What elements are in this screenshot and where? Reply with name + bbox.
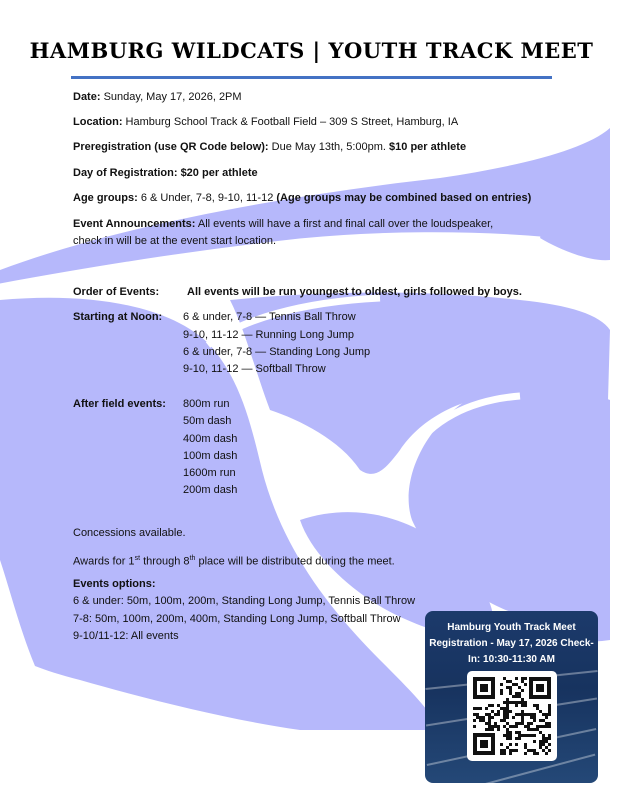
after-field-label: After field events: — [73, 398, 166, 410]
day-registration-label: Day of Registration: $20 per athlete — [73, 167, 258, 179]
announce-label: Event Announcements: — [73, 218, 196, 230]
age-label: Age groups: — [73, 192, 138, 204]
qr-code-icon — [467, 671, 557, 761]
running-event: 200m dash — [183, 484, 238, 496]
running-event: 50m dash — [183, 415, 232, 427]
location-label: Location: — [73, 116, 123, 128]
options-label: Events options: — [73, 578, 156, 590]
registration-qr-card[interactable] — [425, 611, 598, 783]
concessions-note: Concessions available. — [73, 527, 186, 539]
preregistration-line — [73, 140, 466, 154]
date-label: Date: — [73, 91, 101, 103]
location-line — [73, 115, 458, 129]
date-line — [73, 90, 242, 104]
running-event: 400m dash — [183, 433, 238, 445]
awards-note: Awards for 1st through 8th place will be distributed during the meet. — [73, 555, 395, 568]
location-value: Hamburg School Track & Football Field – 309 S Street, Hamburg, IA — [122, 116, 459, 128]
age-value: 6 & Under, 7-8, 9-10, 11-12 — [137, 192, 277, 204]
order-label: Order of Events: — [73, 286, 160, 298]
noon-event: 9-10, 11-12 — Softball Throw — [183, 363, 326, 375]
running-event: 100m dash — [183, 450, 238, 462]
prereg-label: Preregistration (use QR Code below): — [73, 141, 269, 153]
registration-qr-code[interactable] — [467, 671, 557, 761]
noon-event: 6 & under, 7-8 — Tennis Ball Throw — [183, 311, 356, 323]
announcements-line — [73, 217, 493, 231]
title-divider — [71, 76, 552, 79]
announce-line-1: All events will have a first and final call over the loudspeaker, — [195, 218, 494, 230]
option-line: 6 & under: 50m, 100m, 200m, Standing Long Jump, Tennis Ball Throw — [73, 595, 416, 607]
running-event: 800m run — [183, 398, 230, 410]
day-registration-line — [73, 166, 258, 180]
page-title: HAMBURG WILDCATS | YOUTH TRACK MEET — [29, 38, 594, 63]
noon-event: 6 & under, 7-8 — Standing Long Jump — [183, 346, 371, 358]
date-value: Sunday, May 17, 2026, 2PM — [100, 91, 242, 103]
noon-label: Starting at Noon: — [73, 311, 163, 323]
order-note: All events will be run youngest to oldest, girls followed by boys. — [187, 286, 522, 298]
option-line: 9-10/11-12: All events — [73, 630, 179, 642]
running-event: 1600m run — [183, 467, 236, 479]
qr-card-text: Hamburg Youth Track Meet Registration - May 17, 2026 Check-In: 10:30-11:30 AM — [429, 622, 594, 665]
noon-event: 9-10, 11-12 — Running Long Jump — [183, 329, 355, 341]
prereg-fee: $10 per athlete — [389, 141, 467, 153]
age-groups-line — [73, 191, 531, 205]
age-note: (Age groups may be combined based on entries) — [276, 192, 532, 204]
announce-line-2: check in will be at the event start location. — [73, 235, 276, 247]
prereg-value: Due May 13th, 5:00pm. — [268, 141, 390, 153]
option-line: 7-8: 50m, 100m, 200m, 400m, Standing Long Jump, Softball Throw — [73, 613, 401, 625]
